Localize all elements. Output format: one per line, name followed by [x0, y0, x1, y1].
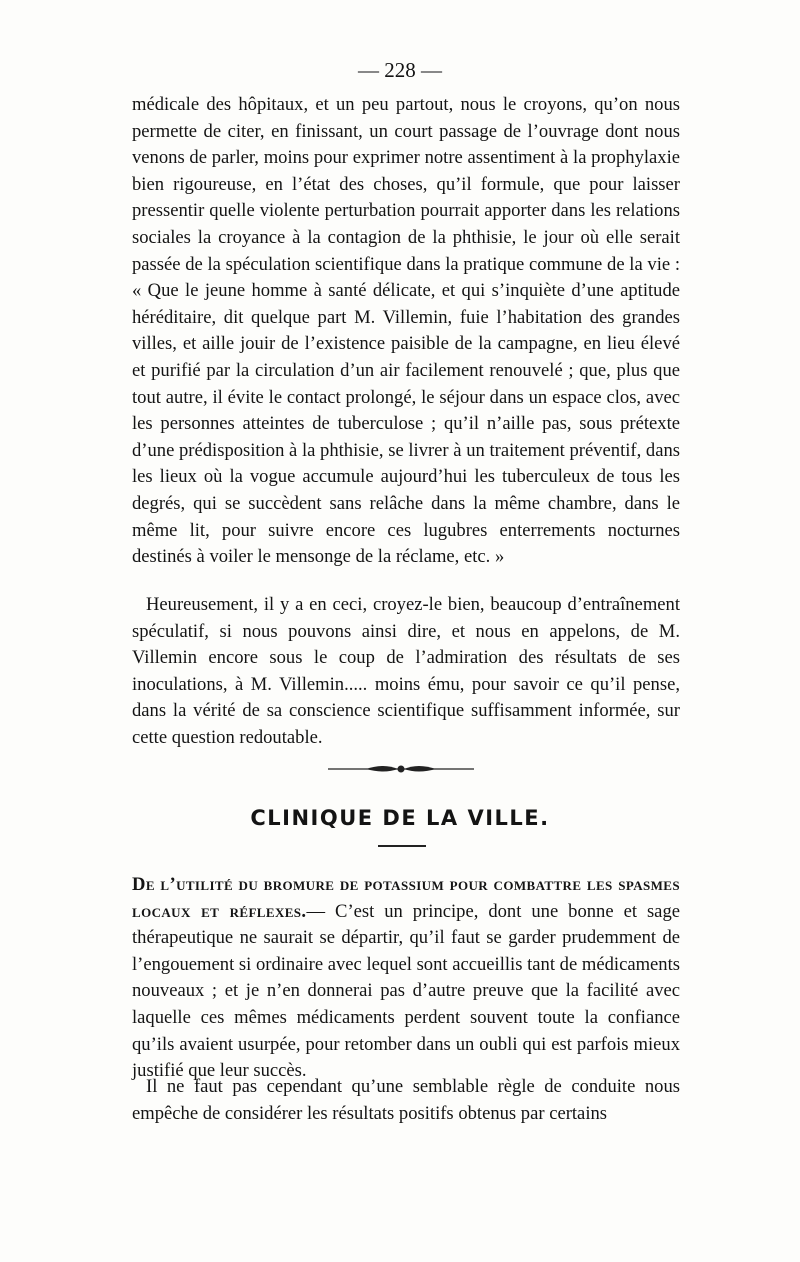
paragraph-heureusement	[132, 592, 680, 752]
paragraph-bromure	[132, 872, 680, 1085]
paragraph-text: médicale des hôpitaux, et un peu partout, nous le croyons, qu’on nous permette de citer, en finissant, un court passage de l’ouvrage dont nous venons de parler, moins pour exprimer notre assentiment à la prophylaxie bien rigoureuse, en l’état des choses, qu’il formule, que pour laisser pressentir quelle violente perturbation pourrait apporter dans les relations sociales la croyance à la contagion de la phthisie, le jour où elle serait passée de la spéculation scientifique dans la pratique commune de la vie : « Que le jeune homme à santé délicate, et qui s’inquiète d’une aptitude héréditaire, dit quelque part M. Villemin, fuie l’habitation des grandes villes, et aille jouir de l’existence paisible de la campagne, en lieu élevé et purifié par la circulation d’un air facilement renouvelé ; que, plus que tout autre, il évite le contact prolongé, le séjour dans un espace clos, avec les personnes atteintes de tuberculose ; qu’il n’aille pas, sous prétexte d’une prédisposition à la phthisie, se livrer à un traitement préventif, dans les lieux où la vogue accumule aujourd’hui les tuberculeux de tous les degrés, qui se succèdent sans relâche dans la même chambre, dans le même lit, pour suivre encore ces lugubres enterrements nocturnes destinés à voiler le mensonge de la réclame, etc. »	[132, 94, 680, 568]
paragraph-villemin-quote	[132, 92, 680, 571]
article-title: De l’utilité du bromure de potassium pour combattre les spasmes locaux et réflexes.	[132, 874, 680, 922]
article-body: — C’est un principe, dont une bonne et sage thérapeutique ne saurait se départir, qu’il faut se garder prudemment de l’engouement si ordinaire avec lequel sont accueillis tant de médicaments nouveaux ; et je n’en donnerai pas d’autre preuve que la facilité avec laquelle ces mêmes médicaments perdent souvent toute la confiance qu’ils avaient usurpée, pour retomber dans un oubli qui est parfois mieux justifié que leur succès.	[132, 900, 680, 1082]
paragraph-regle	[132, 1074, 680, 1127]
paragraph-text	[132, 872, 680, 1085]
paragraph-text: Il ne faut pas cependant qu’une semblable règle de conduite nous empêche de considérer les résultats positifs obtenus par certains	[132, 1076, 680, 1124]
heading-rule	[378, 845, 426, 847]
section-heading: CLINIQUE DE LA VILLE.	[250, 806, 550, 830]
page-number: — 228 —	[358, 58, 442, 82]
ornament-divider-icon	[326, 760, 476, 778]
paragraph-text: Heureusement, il y a en ceci, croyez-le bien, beaucoup d’entraînement spéculatif, si nous pouvons ainsi dire, et nous en appelons, de M. Villemin encore sous le coup de l’admiration des résultats de ses inoculations, à M. Villemin..... moins ému, pour savoir ce qu’il pense, dans la vérité de sa conscience scientifique suffisamment informée, sur cette question redoutable.	[132, 594, 680, 748]
